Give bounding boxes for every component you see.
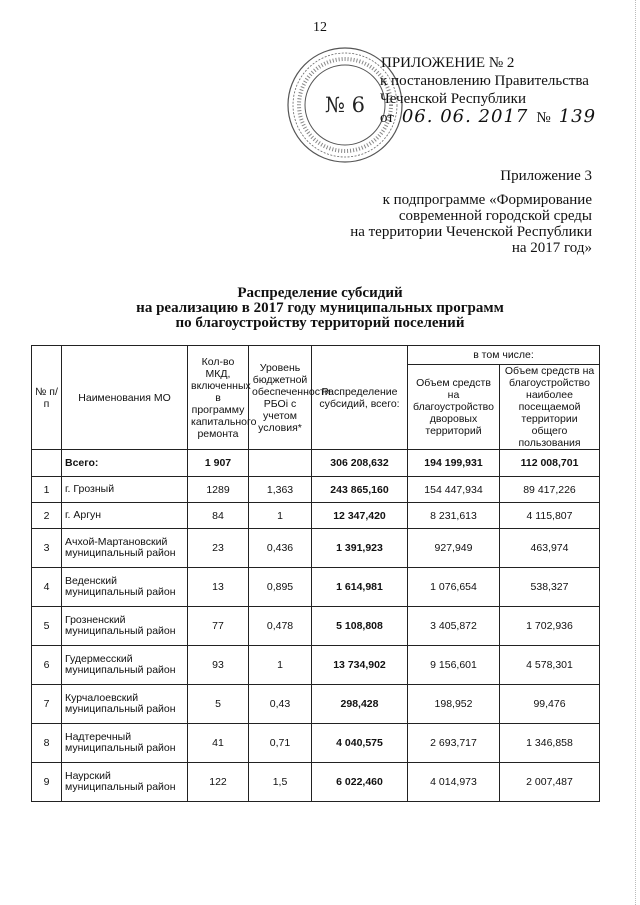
header-num: № п/п — [32, 346, 62, 450]
table-row — [32, 529, 600, 568]
page-number: 12 — [313, 20, 327, 35]
total-num — [32, 450, 62, 477]
table-row — [32, 607, 600, 646]
appendix2-title: ПРИЛОЖЕНИЕ № 2 — [381, 55, 515, 71]
row-level: 0,43 — [249, 685, 312, 724]
total-level — [249, 450, 312, 477]
row-num: 1 — [32, 477, 62, 503]
row-yards: 4 014,973 — [408, 763, 500, 802]
row-mkd: 93 — [188, 646, 249, 685]
title-line3: по благоустройству территорий поселений — [175, 315, 465, 331]
row-public: 2 007,487 — [500, 763, 600, 802]
stamp-number: № 6 — [325, 93, 365, 117]
row-num: 3 — [32, 529, 62, 568]
row-dist: 243 865,160 — [312, 477, 408, 503]
row-public: 463,974 — [500, 529, 600, 568]
header-distribution: Распределение субсидий, всего: — [312, 346, 408, 450]
subsidy-table — [31, 345, 600, 802]
row-mkd: 77 — [188, 607, 249, 646]
row-num: 7 — [32, 685, 62, 724]
row-mkd: 1289 — [188, 477, 249, 503]
row-yards: 927,949 — [408, 529, 500, 568]
row-dist: 1 391,923 — [312, 529, 408, 568]
appendix2-line2: Чеченской Республики — [380, 91, 526, 107]
appendix3-line4: на 2017 год» — [511, 240, 592, 256]
row-level: 1 — [249, 503, 312, 529]
row-dist: 12 347,420 — [312, 503, 408, 529]
row-yards: 3 405,872 — [408, 607, 500, 646]
row-name: Надтеречный муниципальный район — [62, 724, 188, 763]
row-yards: 154 447,934 — [408, 477, 500, 503]
row-dist: 5 108,808 — [312, 607, 408, 646]
row-public: 1 702,936 — [500, 607, 600, 646]
row-level: 0,895 — [249, 568, 312, 607]
row-yards: 1 076,654 — [408, 568, 500, 607]
header-level: Уровень бюджетной обеспеченности РБОі с учетом условия* — [249, 346, 312, 450]
header-yards: Объем средств на благоустройство дворовых территорий — [408, 365, 500, 450]
row-name: Наурский муниципальный район — [62, 763, 188, 802]
document-title — [0, 286, 640, 331]
from-label: от — [380, 110, 394, 126]
row-public: 89 417,226 — [500, 477, 600, 503]
row-level: 1 — [249, 646, 312, 685]
row-num: 4 — [32, 568, 62, 607]
total-mkd: 1 907 — [188, 450, 249, 477]
row-name: г. Аргун — [62, 503, 188, 529]
row-yards: 2 693,717 — [408, 724, 500, 763]
row-name: Ачхой-Мартановский муниципальный район — [62, 529, 188, 568]
handwritten-number: 139 — [558, 106, 597, 127]
row-public: 99,476 — [500, 685, 600, 724]
appendix2-date-line — [380, 108, 596, 127]
handwritten-date: 06. 06. 2017 — [401, 106, 529, 127]
row-mkd: 41 — [188, 724, 249, 763]
row-name: Курчалоевский муниципальный район — [62, 685, 188, 724]
number-label: № — [536, 110, 551, 126]
row-public: 4 578,301 — [500, 646, 600, 685]
row-num: 2 — [32, 503, 62, 529]
row-level: 1,363 — [249, 477, 312, 503]
row-dist: 6 022,460 — [312, 763, 408, 802]
row-dist: 13 734,902 — [312, 646, 408, 685]
table-row — [32, 646, 600, 685]
appendix3-line2: современной городской среды — [398, 208, 592, 224]
total-label: Всего: — [62, 450, 188, 477]
title-line2: на реализацию в 2017 году муниципальных программ — [136, 300, 504, 316]
row-num: 8 — [32, 724, 62, 763]
table-row — [32, 568, 600, 607]
row-public: 1 346,858 — [500, 724, 600, 763]
row-level: 1,5 — [249, 763, 312, 802]
table-row — [32, 685, 600, 724]
row-name: Грозненский муниципальный район — [62, 607, 188, 646]
row-name: Гудермесский муниципальный район — [62, 646, 188, 685]
total-row — [32, 450, 600, 477]
row-level: 0,436 — [249, 529, 312, 568]
row-dist: 4 040,575 — [312, 724, 408, 763]
appendix3-title: Приложение 3 — [500, 168, 592, 184]
row-dist: 1 614,981 — [312, 568, 408, 607]
row-name: Веденский муниципальный район — [62, 568, 188, 607]
row-yards: 8 231,613 — [408, 503, 500, 529]
row-num: 6 — [32, 646, 62, 685]
row-level: 0,71 — [249, 724, 312, 763]
table-row — [32, 724, 600, 763]
row-name: г. Грозный — [62, 477, 188, 503]
appendix2-line1: к постановлению Правительства — [380, 73, 589, 89]
row-mkd: 84 — [188, 503, 249, 529]
table-row — [32, 503, 600, 529]
row-mkd: 13 — [188, 568, 249, 607]
total-yards: 194 199,931 — [408, 450, 500, 477]
row-mkd: 5 — [188, 685, 249, 724]
row-num: 9 — [32, 763, 62, 802]
title-line1: Распределение субсидий — [237, 285, 403, 301]
total-dist: 306 208,632 — [312, 450, 408, 477]
appendix3-block — [350, 168, 592, 256]
row-yards: 198,952 — [408, 685, 500, 724]
header-name: Наименования МО — [62, 346, 188, 450]
row-dist: 298,428 — [312, 685, 408, 724]
appendix2-block — [380, 54, 596, 127]
appendix3-line1: к подпрограмме «Формирование — [382, 192, 592, 208]
row-public: 4 115,807 — [500, 503, 600, 529]
row-mkd: 23 — [188, 529, 249, 568]
table-row — [32, 763, 600, 802]
row-public: 538,327 — [500, 568, 600, 607]
row-level: 0,478 — [249, 607, 312, 646]
header-public: Объем средств на благоустройство наиболее посещаемой территории общего пользования — [500, 365, 600, 450]
table-row — [32, 477, 600, 503]
appendix3-line3: на территории Чеченской Республики — [350, 224, 592, 240]
row-num: 5 — [32, 607, 62, 646]
total-public: 112 008,701 — [500, 450, 600, 477]
header-including: в том числе: — [408, 346, 600, 365]
page-edge-scan-artifact — [634, 0, 636, 905]
row-yards: 9 156,601 — [408, 646, 500, 685]
row-mkd: 122 — [188, 763, 249, 802]
header-mkd: Кол-во МКД, включенных в программу капитального ремонта — [188, 346, 249, 450]
